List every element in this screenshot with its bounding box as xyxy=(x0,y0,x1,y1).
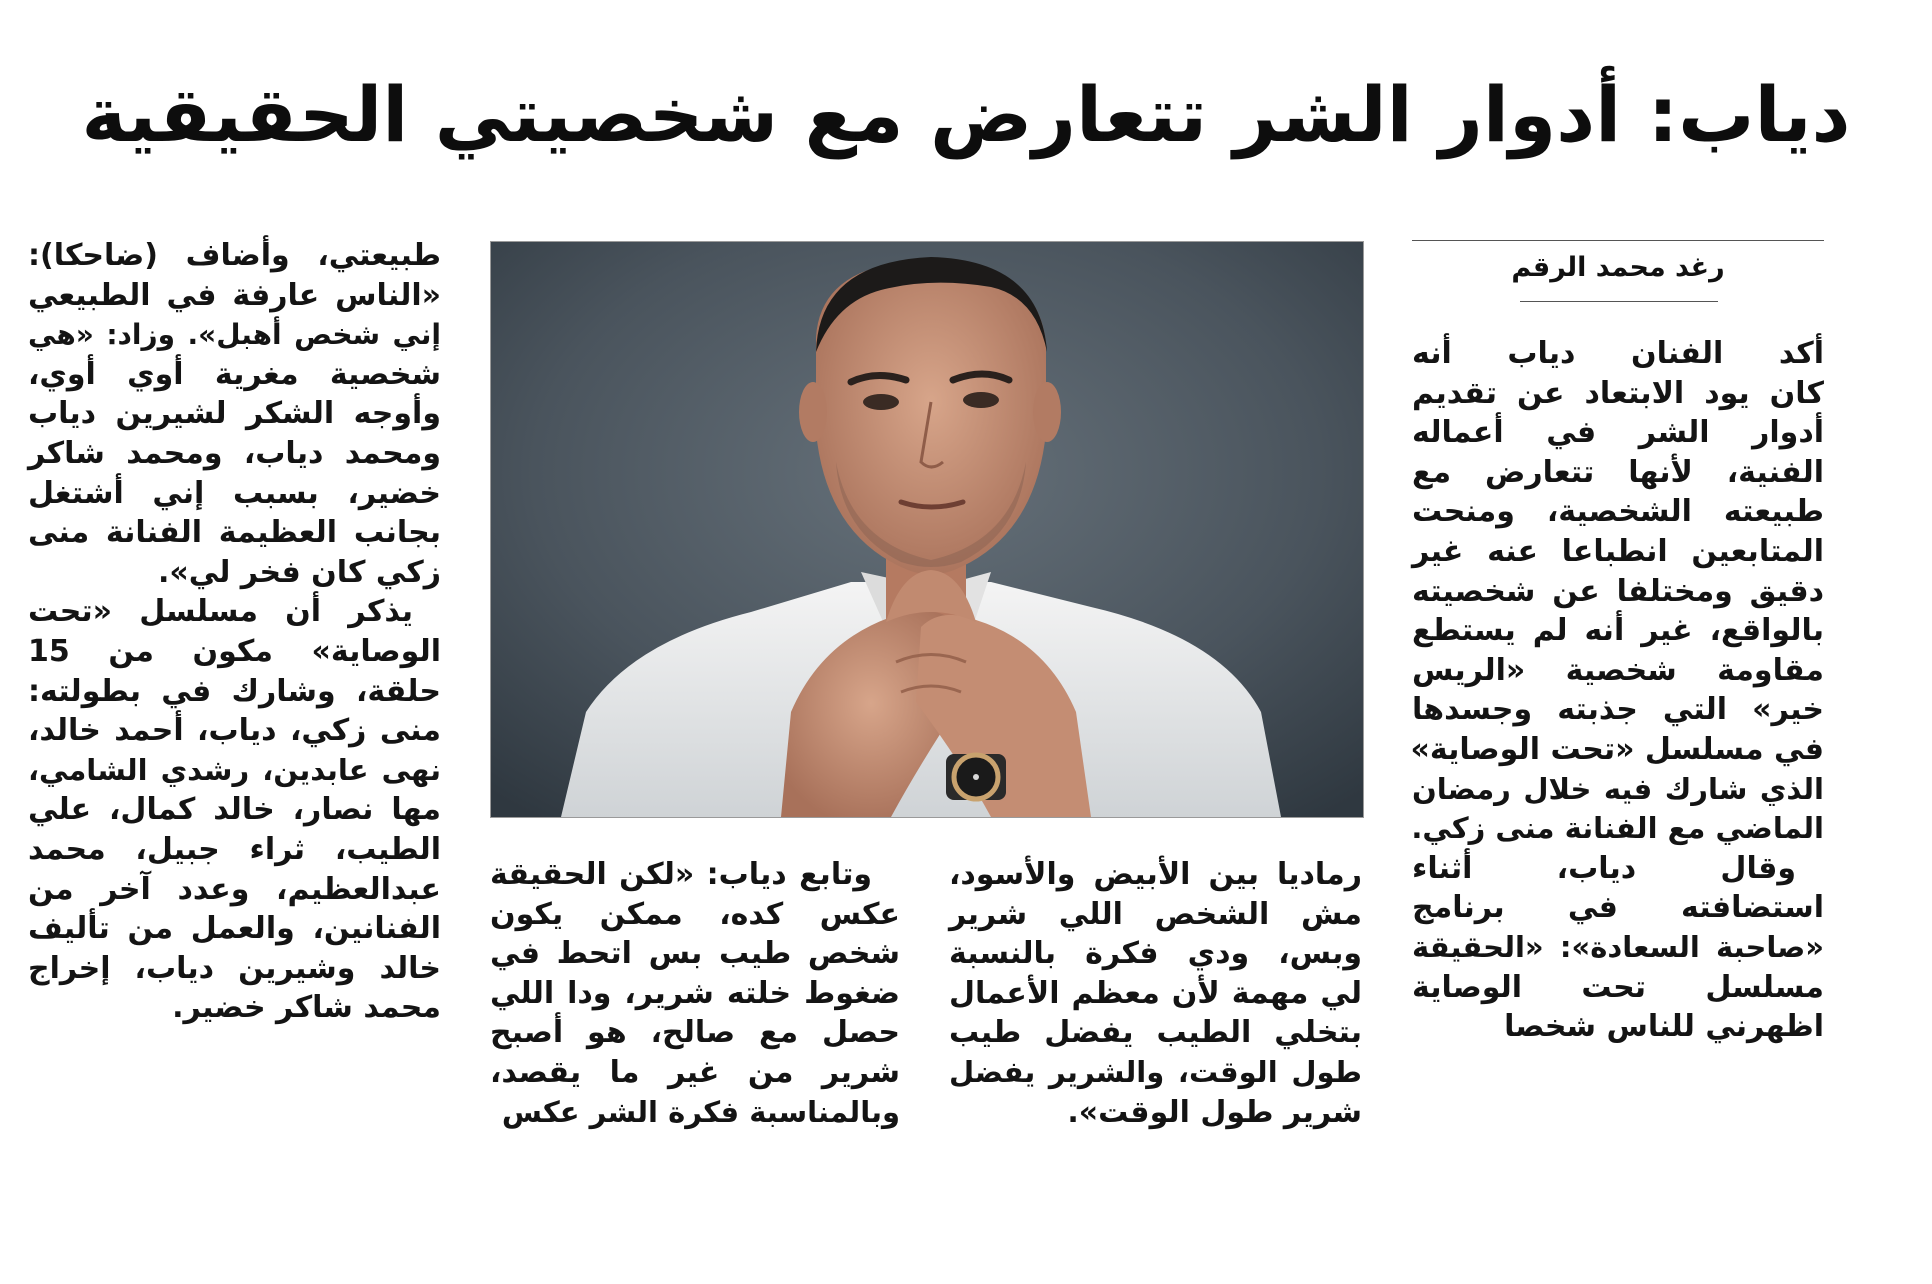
text-line: الماضي مع الفنانة منى زكي. xyxy=(1411,811,1824,846)
text-line: مقاومة شخصية «الريس xyxy=(1412,652,1824,688)
text-line: رماديا بين الأبيض والأسود، xyxy=(949,857,1362,892)
article-column-3 xyxy=(490,855,900,1132)
byline-bottom-rule xyxy=(1520,301,1718,302)
article-column-2 xyxy=(949,855,1362,1132)
text-line: عبدالعظيم، وعدد آخر من xyxy=(28,871,441,907)
text-line: وتابع دياب: «لكن الحقيقة xyxy=(490,857,872,892)
article-column-4 xyxy=(28,236,441,1028)
text-line: طبيعتي، وأضاف (ضاحكا): xyxy=(28,238,441,273)
text-line: أكد الفنان دياب أنه xyxy=(1412,336,1824,371)
text-line: مش الشخص اللي شرير xyxy=(949,896,1362,932)
text-line: شخصية مغرية أوي أوي، xyxy=(28,356,441,392)
text-line: محمد شاكر خضير. xyxy=(172,990,441,1026)
text-line: لي مهمة لأن معظم الأعمال xyxy=(949,975,1362,1011)
text-line: الفنية، لأنها تتعارض مع xyxy=(1412,454,1824,490)
text-line: شخص طيب بس اتحط في xyxy=(490,936,900,972)
text-line: دقيق ومختلفا عن شخصيته xyxy=(1412,573,1824,609)
text-line: مها نصار، خالد كمال، علي xyxy=(28,792,441,828)
text-line: إني شخص أهبل». وزاد: «هي xyxy=(28,318,441,352)
text-line: مسلسل تحت الوصاية xyxy=(1412,969,1824,1005)
headline: دياب: أدوار الشر تتعارض مع شخصيتي الحقيقية xyxy=(81,70,1851,159)
text-line: خالد وشيرين دياب، إخراج xyxy=(28,950,441,986)
text-line: بالواقع، غير أنه لم يستطع xyxy=(1412,613,1824,649)
text-line: «الناس عارفة في الطبيعي xyxy=(28,277,441,313)
text-line: شرير طول الوقت». xyxy=(1067,1094,1362,1130)
text-line: وأوجه الشكر لشيرين دياب xyxy=(28,396,441,432)
text-line: وقال دياب، أثناء xyxy=(1412,850,1796,886)
text-line: منى زكي، دياب، أحمد خالد، xyxy=(28,713,441,749)
text-line: «صاحبة السعادة»: «الحقيقة xyxy=(1412,929,1824,964)
text-line: زكي كان فخر لي». xyxy=(157,554,441,590)
text-line: الطيب، ثراء جبيل، محمد xyxy=(28,831,441,867)
text-line: حلقة، وشارك في بطولته: xyxy=(28,673,441,709)
text-line: شرير من غير ما يقصد، xyxy=(490,1054,900,1090)
byline: رغد محمد الرقم xyxy=(1511,252,1725,283)
text-line: اظهرني للناس شخصا xyxy=(1504,1009,1824,1045)
text-line: عكس كده، ممكن يكون xyxy=(490,896,900,932)
byline-top-rule xyxy=(1412,240,1824,241)
text-line: حصل مع صالح، هو أصبح xyxy=(490,1015,900,1051)
text-line: خضير، بسبب إني أشتغل xyxy=(28,475,441,511)
portrait-photo xyxy=(490,241,1364,818)
text-line: المتابعين انطباعا عنه غير xyxy=(1412,533,1824,569)
text-line: كان يود الابتعاد عن تقديم xyxy=(1412,375,1824,411)
text-line: بتخلي الطيب يفضل طيب xyxy=(949,1015,1362,1051)
text-line: الذي شارك فيه خلال رمضان xyxy=(1412,771,1824,806)
text-line: نهى عابدين، رشدي الشامي، xyxy=(28,752,441,787)
text-line: أدوار الشر في أعماله xyxy=(1412,415,1824,451)
text-line: طول الوقت، والشرير يفضل xyxy=(949,1054,1362,1089)
text-line: الفنانين، والعمل من تأليف xyxy=(28,911,441,947)
text-line: استضافته في برنامج xyxy=(1412,890,1824,926)
text-line: ضغوط خلته شرير، ودا اللي xyxy=(490,975,900,1011)
text-line: في مسلسل «تحت الوصاية» xyxy=(1410,731,1824,767)
text-line: وبالمناسبة فكرة الشر عكس xyxy=(501,1094,900,1129)
article-column-1 xyxy=(1412,334,1824,1047)
text-line: خير» التي جذبته وجسدها xyxy=(1412,692,1824,728)
text-line: ومحمد دياب، ومحمد شاكر xyxy=(28,435,441,471)
text-line: وبس، ودي فكرة بالنسبة xyxy=(949,936,1362,972)
text-line: بجانب العظيمة الفنانة منى xyxy=(28,515,441,551)
text-line: الوصاية» مكون من 15 xyxy=(28,633,441,669)
text-line: طبيعته الشخصية، ومنحت xyxy=(1412,494,1824,530)
text-line: يذكر أن مسلسل «تحت xyxy=(28,594,413,630)
